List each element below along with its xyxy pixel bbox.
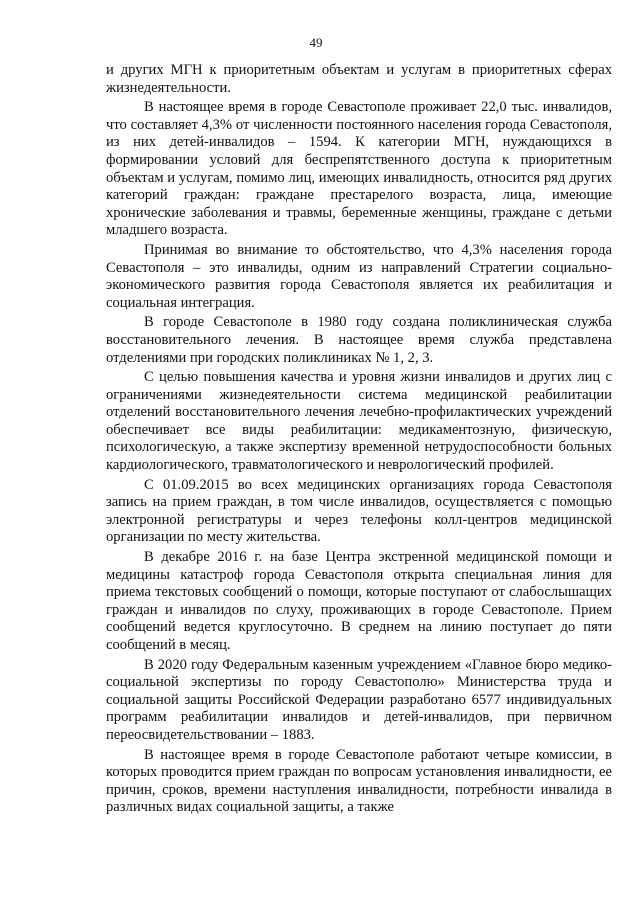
paragraph-medical-rehab: С целью повышения качества и уровня жизни инвалидов и других лиц с ограничениями жизнедеятельности система медицинской реабилитации отделений восстановительного лечения лечебно-профилактических учреждений обеспечивает все виды реабилитации: медикаментозную, физическую, психологическую, а также экспертизу временной нетрудоспособности больных кардиологического, травматологического и неврологический профилей. bbox=[106, 369, 612, 474]
paragraph-strategy: Принимая во внимание то обстоятельство, что 4,3% населения города Севастополя – это инвалиды, одним из направлений Стратегии социально-экономического развития города Севастополя является их реабилитация и социальная интеграция. bbox=[106, 241, 612, 311]
page-number: 49 bbox=[309, 35, 323, 50]
paragraph-mse-bureau: В 2020 году Федеральным казенным учреждением «Главное бюро медико-социальной экспертизы по городу Севастополю» Министерства труда и социальной защиты Российской Федерации разработано 6577 индивидуальных программ реабилитации инвалидов и детей-инвалидов, при первичном переосвидетельствовании – 1883. bbox=[106, 656, 612, 743]
paragraph-registration: С 01.09.2015 во всех медицинских организациях города Севастополя запись на прием граждан, в том числе инвалидов, осуществляется с помощью электронной регистратуры и через телефоны колл-центров медицинской организации по месту жительства. bbox=[106, 476, 612, 546]
document-body bbox=[106, 62, 612, 819]
paragraph-rehab-service: В городе Севастополе в 1980 году создана поликлиническая служба восстановительного лечения. В настоящее время служба представлена отделениями при городских поликлиниках № 1, 2, 3. bbox=[106, 314, 612, 366]
paragraph-commissions: В настоящее время в городе Севастополе работают четыре комиссии, в которых проводится прием граждан по вопросам установления инвалидности, ее причин, сроков, времени наступления инвалидности, потребности инвалида в различных видах социальной защиты, а также bbox=[106, 746, 612, 816]
paragraph-population: В настоящее время в городе Севастополе проживает 22,0 тыс. инвалидов, что составляет 4,3% от численности постоянного населения города Севастополя, из них детей-инвалидов – 1594. К категории МГН, нуждающихся в формировании условий для беспрепятственного доступа к приоритетным объектам и услугам, помимо лиц, имеющих инвалидность, относится ряд других категорий граждан: граждане престарелого возраста, лица, имеющие хронические заболевания и травмы, беременные женщины, граждане с детьми младшего возраста. bbox=[106, 99, 612, 239]
paragraph-continued: и других МГН к приоритетным объектам и услугам в приоритетных сферах жизнедеятельности. bbox=[106, 62, 612, 96]
paragraph-text-line: В декабре 2016 г. на базе Центра экстренной медицинской помощи и медицины катастроф города Севастополя открыта специальная линия для приема текстовых сообщений о помощи, которые поступают от слабослышащих граждан и инвалидов по слуху, проживающих в городе Севастополе. Прием сообщений ведется круглосуточно. В среднем на линию поступает до пяти сообщений в месяц. bbox=[106, 549, 612, 653]
